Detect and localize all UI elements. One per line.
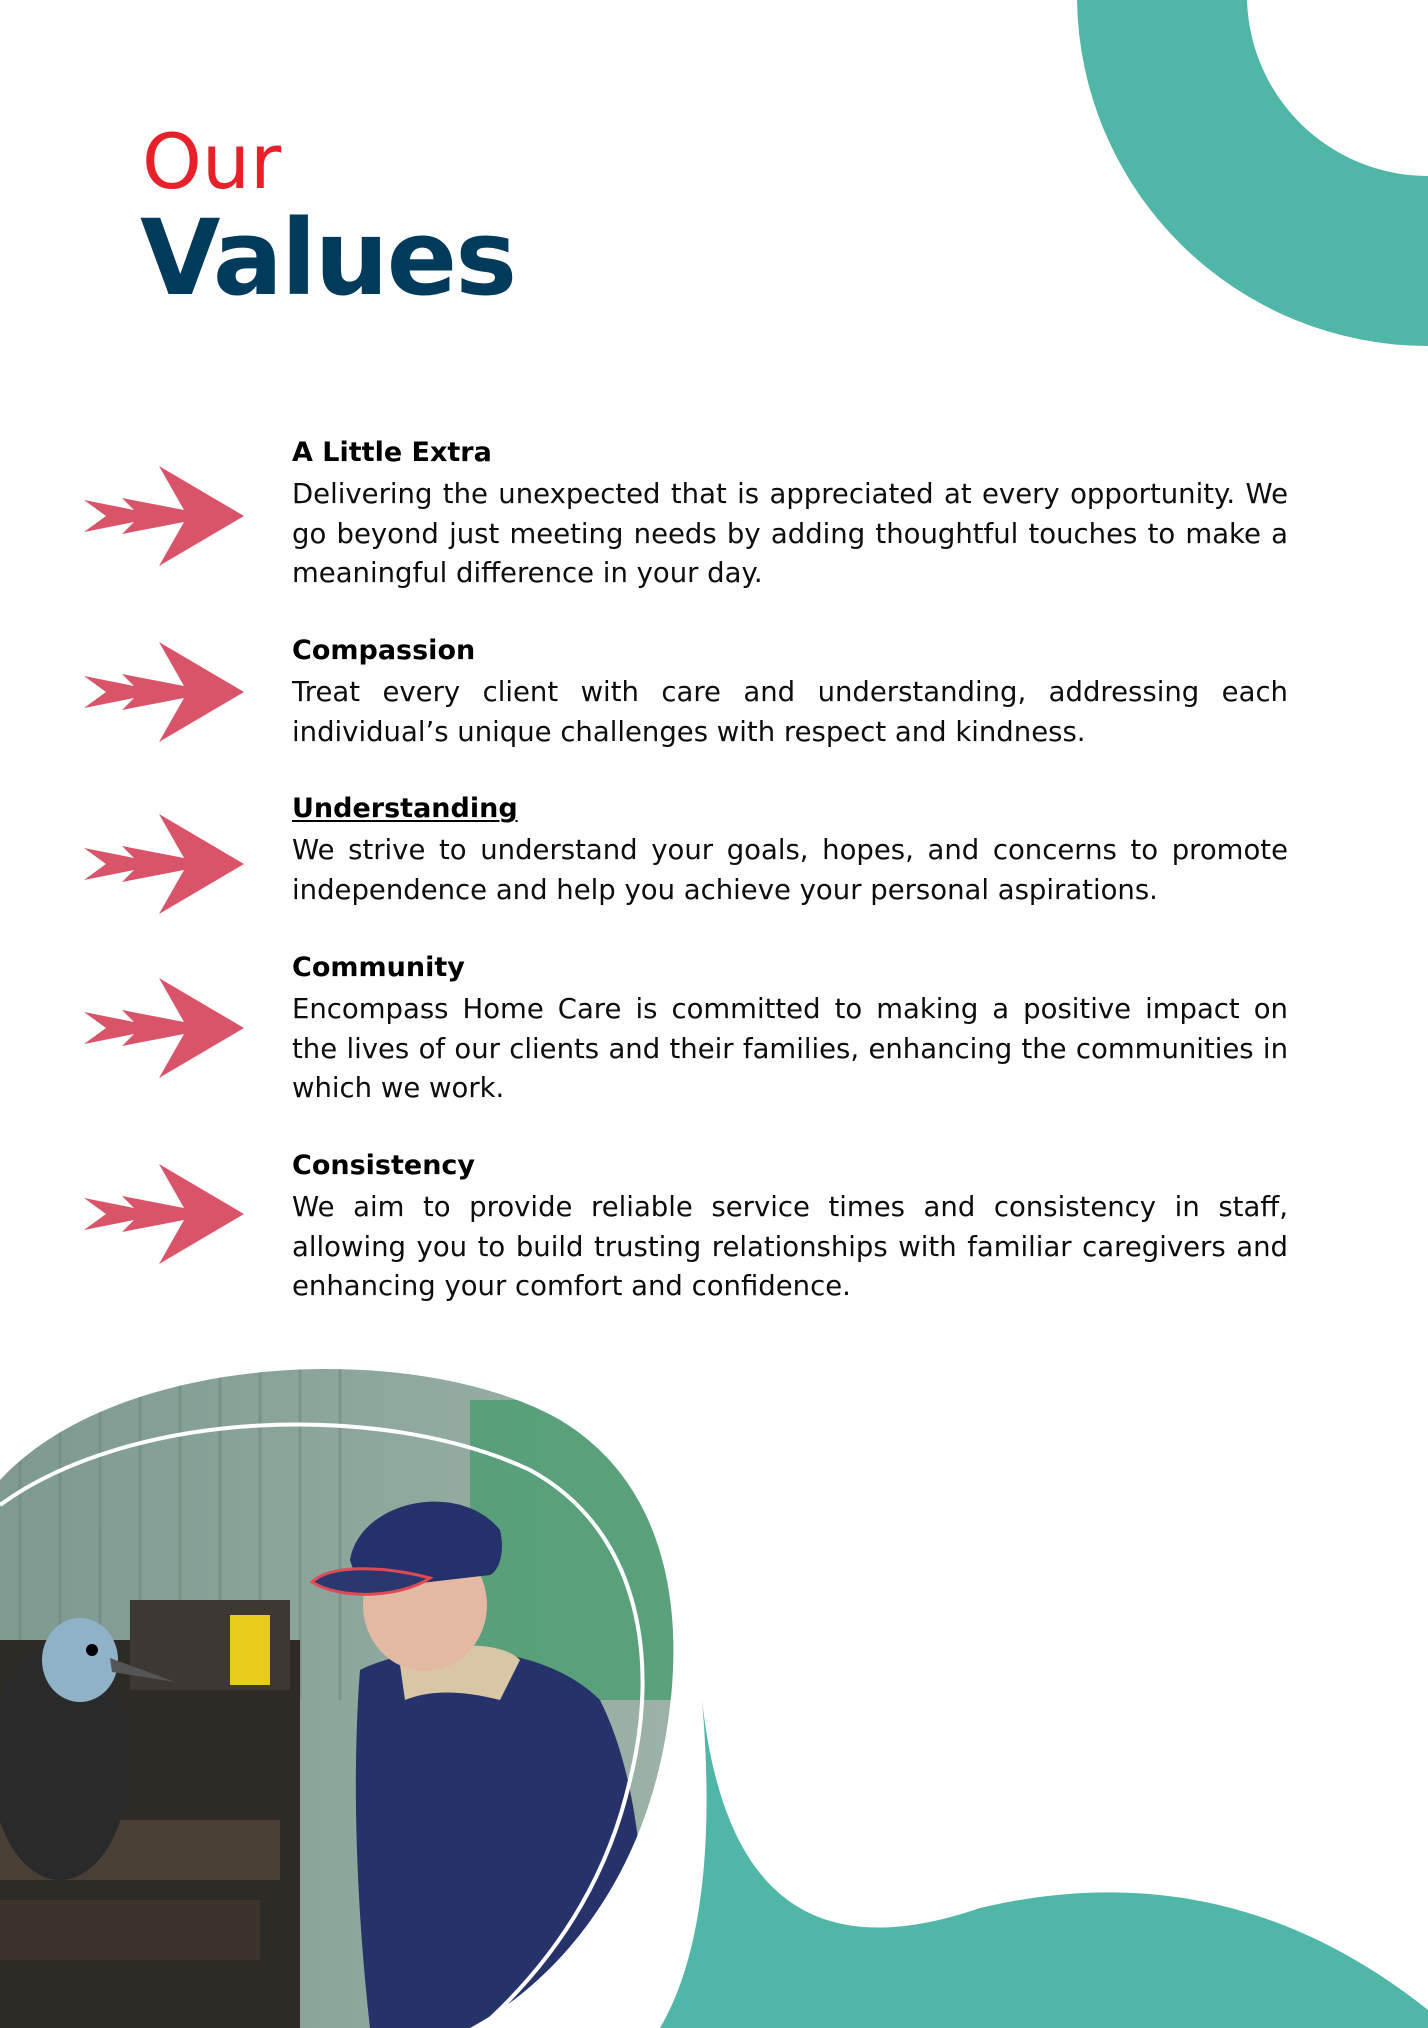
value-heading: Understanding — [292, 793, 518, 824]
value-heading: Consistency — [292, 1150, 476, 1181]
value-text: We strive to understand your goals, hopes, and concerns to promote independence and help you achieve your personal aspirations. — [292, 834, 1288, 906]
value-text: Encompass Home Care is committed to making a positive impact on the lives of our clients and their families, enhancing the communities in which we work. — [292, 993, 1288, 1104]
title-our: Our — [142, 117, 282, 206]
value-heading: Compassion — [292, 635, 476, 666]
value-text: Treat every client with care and understanding, addressing each individual’s unique challenges with respect and kindness. — [292, 676, 1288, 748]
value-heading: A Little Extra — [292, 437, 492, 468]
value-heading: Community — [292, 952, 465, 983]
value-text: Delivering the unexpected that is appreciated at every opportunity. We go beyond just meeting needs by adding thoughtful touches to make a meaningful difference in your day. — [292, 478, 1288, 589]
title-values: Values — [140, 197, 516, 319]
value-text: We aim to provide reliable service times and consistency in staff, allowing you to build trusting relationships with familiar caregivers and enhancing your comfort and confidence. — [292, 1191, 1288, 1302]
